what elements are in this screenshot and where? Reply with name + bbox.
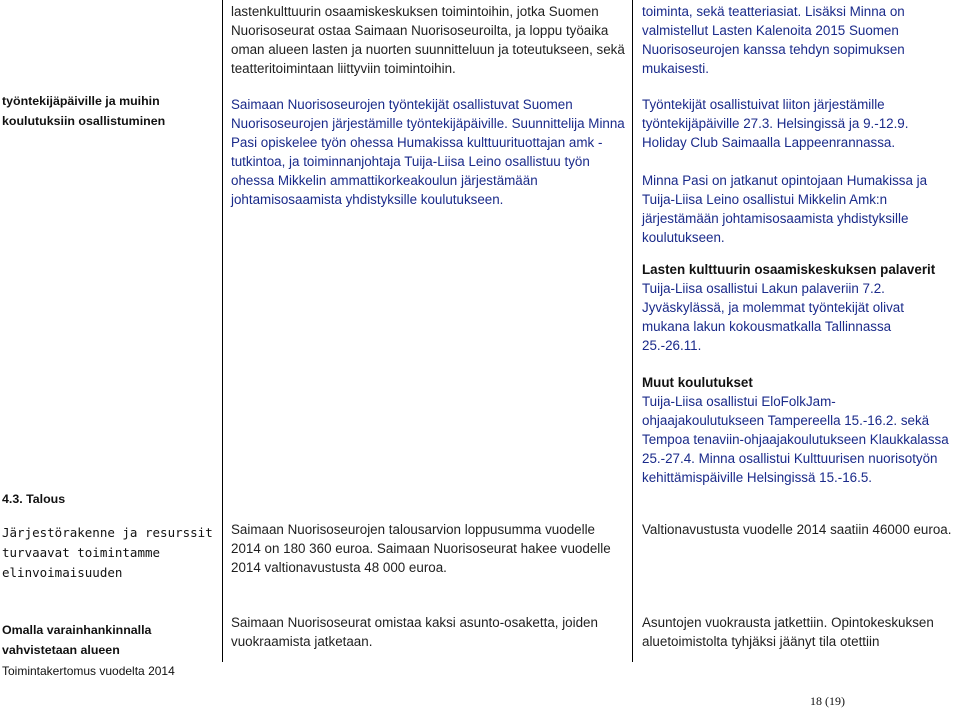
right-row3-text bbox=[642, 613, 954, 651]
footer-title: Toimintakertomus vuodelta 2014 bbox=[2, 664, 175, 678]
right-row1-p3: Tuija-Liisa osallistui Lakun palaveriin 7.2. Jyväskylässä, ja molemmat työntekijät olivat mukana lakun kokousmatkalla Tallinnassa 25.-26.11. bbox=[642, 281, 904, 353]
right-row2-text bbox=[642, 520, 954, 539]
row-label-training: työntekijäpäiville ja muihin koulutuksiin osallistuminen bbox=[2, 94, 166, 128]
middle-top-continuation bbox=[231, 2, 627, 78]
page-number: 18 (19) bbox=[810, 694, 845, 708]
middle-row2-text bbox=[231, 520, 627, 577]
column-divider-left bbox=[222, 0, 223, 662]
middle-row2-p: Saimaan Nuorisoseurojen talousarvion loppusumma vuodelle 2014 on 180 360 euroa. Saimaan Nuorisoseurat hakee vuodelle 2014 valtionavustusta 48 000 euroa. bbox=[231, 522, 611, 575]
right-top-continuation bbox=[642, 2, 954, 78]
middle-row3-text bbox=[231, 613, 627, 651]
middle-row1-text bbox=[231, 95, 627, 209]
right-top-text: toiminta, sekä teatteriasiat. Lisäksi Minna on valmistellut Lasten Kalenoita 2015 Suomen Nuorisoseurojen kanssa tehdyn sopimuksen mukaisesti. bbox=[642, 4, 905, 76]
right-row1-p1: Työntekijät osallistuivat liiton järjestämille työntekijäpäiville 27.3. Helsingissä ja 9.-12.9. Holiday Club Saimaalla Lappeenrannassa. bbox=[642, 97, 909, 150]
column-divider-right bbox=[632, 0, 633, 662]
right-row1-other bbox=[642, 373, 954, 487]
section-title: 4.3. Talous bbox=[2, 492, 66, 506]
row-label-resources: Järjestörakenne ja resurssit turvaavat toimintamme elinvoimaisuuden bbox=[2, 525, 213, 580]
right-row1-laku bbox=[642, 260, 954, 355]
right-row3-p: Asuntojen vuokrausta jatkettiin. Opintokeskuksen aluetoimistolta tyhjäksi jäänyt tila otettiin bbox=[642, 615, 934, 649]
middle-top-text: lastenkulttuurin osaamiskeskuksen toimintoihin, jotka Suomen Nuorisoseurat ostaa Saimaan Nuorisoseuroilta, ja loppu työaika oman alueen lasten ja nuorten suunnitteluun ja toteutukseen, sekä teatteritoimintaan liittyviin toimintoihin. bbox=[231, 4, 625, 76]
middle-row1-p1: Saimaan Nuorisoseurojen työntekijät osallistuvat Suomen Nuorisoseurojen järjestämille työntekijäpäiville. bbox=[231, 97, 573, 131]
right-row1-h3: Lasten kulttuurin osaamiskeskuksen palaverit bbox=[642, 262, 936, 277]
right-row2-p: Valtionavustusta vuodelle 2014 saatiin 46000 euroa. bbox=[642, 522, 952, 537]
right-row1-text bbox=[642, 95, 954, 247]
right-row1-h4: Muut koulutukset bbox=[642, 375, 753, 390]
right-row1-p4: Tuija-Liisa osallistui EloFolkJam-ohjaajakoulutukseen Tampereella 15.-16.2. sekä Tempoa tenaviin-ohjaajakoulutukseen Klaukkalassa 25.-27.4. Minna osallistui Kulttuurisen nuorisotyön kehittämispäiville Helsingissä 15.-16.5. bbox=[642, 394, 949, 485]
middle-row1-p2: Suunnittelija Minna Pasi opiskelee työn ohessa Humakissa kulttuurituottajan amk -tutkintoa, ja toiminnanjohtaja Tuija-Liisa Leino osallistuu työn ohessa Mikkelin ammattikorkeakoulun järjestämään johtamisosaamista yhdistyksille koulutukseen. bbox=[231, 116, 625, 207]
middle-row3-p: Saimaan Nuorisoseurat omistaa kaksi asunto-osaketta, joiden vuokraamista jatketaan. bbox=[231, 615, 598, 649]
row-label-fundraising: Omalla varainhankinnalla vahvistetaan alueen bbox=[2, 623, 152, 657]
right-row1-p2: Minna Pasi on jatkanut opintojaan Humakissa ja Tuija-Liisa Leino osallistui Mikkelin Amk:n järjestämään johtamisosaamista yhdistyksille koulutukseen. bbox=[642, 173, 928, 245]
